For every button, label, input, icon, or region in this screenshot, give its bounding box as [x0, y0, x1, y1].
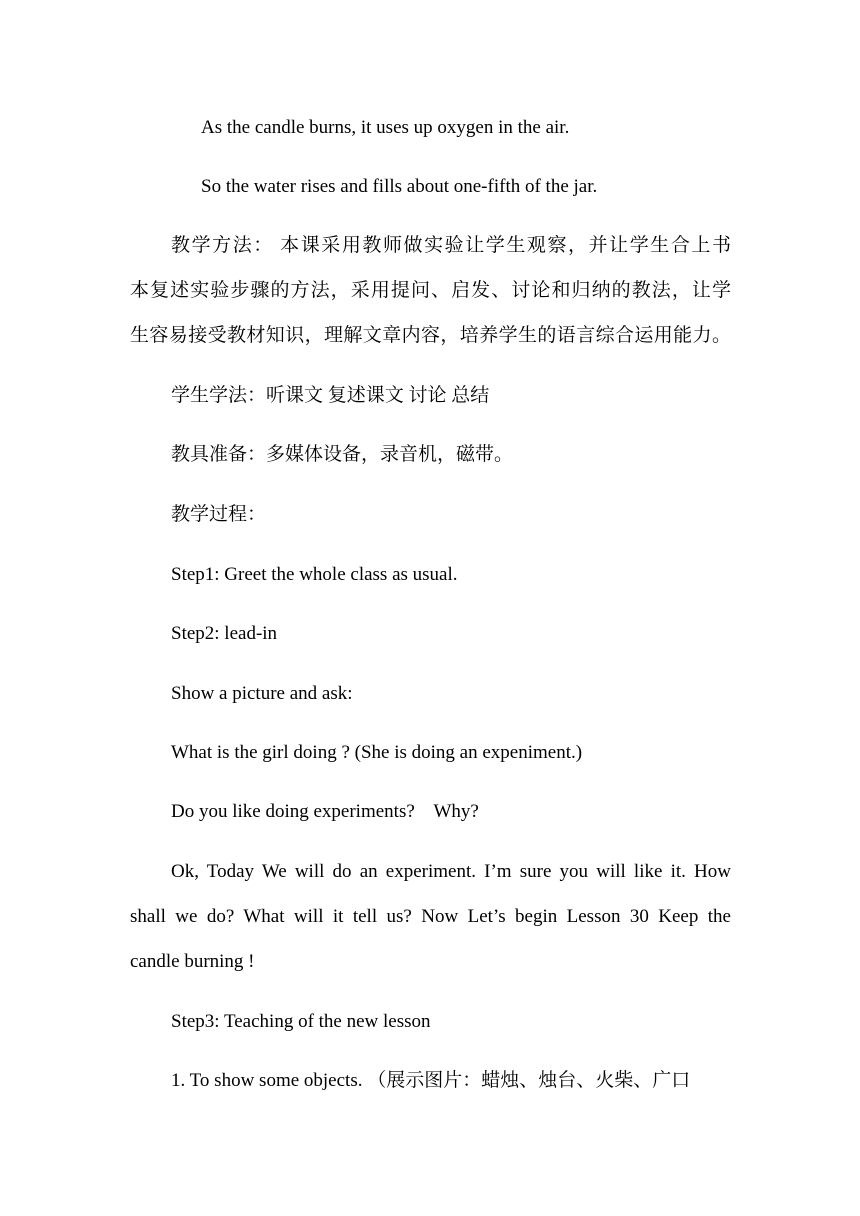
paragraph-show-picture: Show a picture and ask:: [171, 683, 353, 704]
paragraph-teaching-process: 教学过程：: [171, 504, 267, 525]
paragraph-step3: Step3: Teaching of the new lesson: [171, 1011, 431, 1032]
paragraph-candle-burns: As the candle burns, it uses up oxygen in the air.: [201, 117, 570, 138]
paragraph-ok-today-line2: shall we do? What will it tell us? Now Let’s begin Lesson 30 Keep the: [130, 906, 731, 927]
paragraph-show-objects: 1. To show some objects. （展示图片：蜡烛、烛台、火柴、广口: [171, 1070, 691, 1091]
paragraph-teaching-method-line1: 教学方法： 本课采用教师做实验让学生观察，并让学生合上书: [171, 235, 731, 256]
paragraph-teaching-method-line2: 本复述实验步骤的方法，采用提问、启发、讨论和归纳的教法，让学: [130, 280, 731, 301]
paragraph-ok-today-line3: candle burning !: [130, 951, 255, 972]
paragraph-teaching-method-line3: 生容易接受教材知识，理解文章内容，培养学生的语言综合运用能力。: [130, 325, 731, 346]
paragraph-girl-question: What is the girl doing ? (She is doing an expeniment.): [171, 742, 583, 763]
paragraph-like-experiments: Do you like doing experiments? Why?: [171, 801, 479, 822]
paragraph-student-method: 学生学法：听课文 复述课文 讨论 总结: [171, 385, 490, 406]
paragraph-ok-today-line1: Ok, Today We will do an experiment. I’m sure you will like it. How: [171, 861, 731, 882]
paragraph-step2: Step2: lead-in: [171, 623, 278, 644]
paragraph-step1: Step1: Greet the whole class as usual.: [171, 564, 458, 585]
paragraph-teaching-aids: 教具准备：多媒体设备，录音机，磁带。: [171, 444, 514, 465]
paragraph-water-rises: So the water rises and fills about one-fifth of the jar.: [201, 176, 598, 197]
